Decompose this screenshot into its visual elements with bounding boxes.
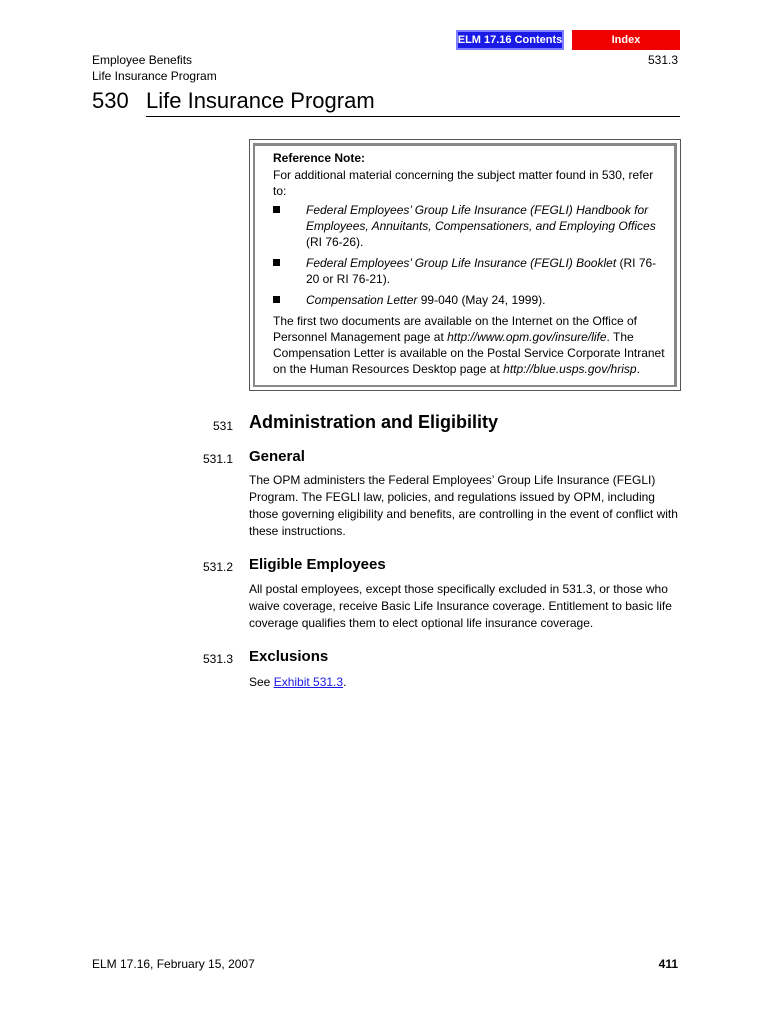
reference-suffix: 99-040 (May 24, 1999). xyxy=(417,293,546,307)
header-line-1: Employee Benefits xyxy=(92,53,193,67)
reference-note-content xyxy=(273,150,668,377)
reference-suffix: (RI 76-20 or RI 76-21). xyxy=(306,256,657,286)
square-bullet-icon xyxy=(273,296,280,303)
reference-note-intro: For additional material concerning the subject matter found in 530, refer to: xyxy=(273,168,654,198)
blue-usps-url: http://blue.usps.gov/hrisp xyxy=(503,362,637,376)
availability-text-3: . xyxy=(636,362,640,376)
section-number: 531 xyxy=(212,419,233,433)
list-item xyxy=(273,202,668,250)
section-heading: General xyxy=(249,448,305,465)
running-header xyxy=(92,52,217,84)
section-body: The OPM administers the Federal Employees’ Group Life Insurance (FEGLI) Program. The FEGLI law, policies, and regulations issued by OPM, including those governing eligibility and benefits, are controlling in the event of conflict with these instructions. xyxy=(249,473,678,538)
reference-note-heading: Reference Note: xyxy=(273,151,366,165)
section-body xyxy=(249,674,681,691)
reference-title: Federal Employees’ Group Life Insurance (FEGLI) Booklet xyxy=(306,256,617,270)
elm-contents-button[interactable]: ELM 17.16 Contents xyxy=(456,30,564,50)
square-bullet-icon xyxy=(273,259,280,266)
square-bullet-icon xyxy=(273,206,280,213)
header-section-ref: 531.3 xyxy=(647,53,678,67)
page-title-number: 530 xyxy=(92,88,129,113)
reference-title: Compensation Letter xyxy=(306,293,418,307)
section-heading: Exclusions xyxy=(249,648,329,665)
index-button[interactable]: Index xyxy=(572,30,680,50)
reference-suffix: (RI 76-26). xyxy=(306,235,364,249)
availability-note xyxy=(273,313,668,377)
title-rule xyxy=(146,116,680,117)
section-number: 531.1 xyxy=(202,452,233,466)
body-suffix: . xyxy=(343,675,347,689)
footer-page-number: 411 xyxy=(658,957,678,971)
section-heading: Eligible Employees xyxy=(249,556,386,573)
reference-title: Federal Employees’ Group Life Insurance (FEGLI) Handbook for Employees, Annuitants, Compensationers, and Employing Offices xyxy=(306,203,656,233)
page-title xyxy=(92,88,680,118)
reference-list xyxy=(273,202,668,308)
list-item xyxy=(273,292,668,308)
body-prefix: See xyxy=(249,675,274,689)
header-line-2: Life Insurance Program xyxy=(92,69,217,83)
section-number: 531.2 xyxy=(202,560,233,574)
section-heading: Administration and Eligibility xyxy=(249,412,499,432)
section-body: All postal employees, except those specifically excluded in 531.3, or those who waive coverage, receive Basic Life Insurance coverage. Entitlement to basic life coverage qualifies them to elect optional life insurance coverage. xyxy=(249,582,672,630)
page-title-text: Life Insurance Program xyxy=(146,88,375,113)
footer-edition: ELM 17.16, February 15, 2007 xyxy=(92,957,255,971)
section-number: 531.3 xyxy=(202,652,233,666)
opm-url: http://www.opm.gov/insure/life xyxy=(447,330,607,344)
exhibit-531-3-link[interactable]: Exhibit 531.3 xyxy=(273,675,344,689)
list-item xyxy=(273,255,668,287)
availability-text-1: The first two documents are available on the Internet on the Office of Personnel Management page at xyxy=(273,314,637,344)
availability-text-2: . The Compensation Letter is available on the Postal Service Corporate Intranet on the Human Resources Desktop page at xyxy=(273,330,665,376)
